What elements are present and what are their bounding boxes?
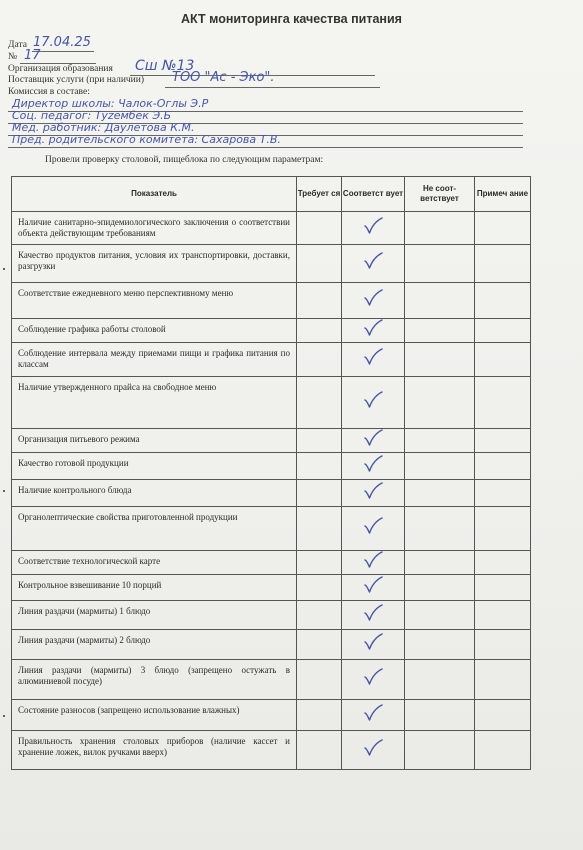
required-cell [297, 245, 342, 283]
org-value: Сш №13 [135, 58, 195, 74]
note-cell [475, 630, 531, 660]
indicator-cell: Организация питьевого режима [12, 429, 297, 453]
non-compliant-cell [405, 377, 475, 429]
supplier-underline [165, 87, 380, 88]
compliant-cell [342, 660, 405, 700]
checkmark-icon [362, 252, 384, 270]
note-cell [475, 212, 531, 245]
table-row [12, 480, 531, 507]
compliant-cell [342, 212, 405, 245]
checkmark-icon [362, 517, 384, 535]
required-cell [297, 551, 342, 575]
required-cell [297, 480, 342, 507]
note-cell [475, 377, 531, 429]
table-row [12, 731, 531, 770]
note-cell [475, 507, 531, 551]
compliant-cell [342, 700, 405, 731]
non-compliant-cell [405, 283, 475, 319]
commission-member: Директор школы: Чалок-Оглы Э.Р [12, 97, 209, 110]
indicator-cell: Линия раздачи (мармиты) 1 блюдо [12, 601, 297, 630]
date-label: Дата [8, 40, 27, 50]
note-cell [475, 453, 531, 480]
indicator-cell: Соответствие ежедневного меню перспективному меню [12, 283, 297, 319]
compliant-cell [342, 630, 405, 660]
table-row [12, 319, 531, 343]
compliant-cell [342, 480, 405, 507]
compliant-cell [342, 507, 405, 551]
indicator-cell: Соответствие технологической карте [12, 551, 297, 575]
checkmark-icon [362, 739, 384, 757]
table-row [12, 245, 531, 283]
parameters-table [11, 176, 531, 770]
required-cell [297, 575, 342, 601]
compliant-cell [342, 575, 405, 601]
non-compliant-cell [405, 343, 475, 377]
checkmark-icon [362, 319, 384, 337]
required-cell [297, 212, 342, 245]
non-compliant-cell [405, 660, 475, 700]
number-label: № [8, 52, 18, 62]
required-cell [297, 601, 342, 630]
required-cell [297, 507, 342, 551]
non-compliant-cell [405, 319, 475, 343]
commission-label: Комиссия в составе: [8, 87, 90, 97]
compliant-cell [342, 343, 405, 377]
non-compliant-cell [405, 212, 475, 245]
indicator-cell: Правильность хранения столовых приборов (наличие кассет и хранение ложек, вилок ручками вверх) [12, 731, 297, 770]
required-cell [297, 429, 342, 453]
compliant-cell [342, 453, 405, 480]
checkmark-icon [362, 482, 384, 500]
supplier-value: ТОО "Ас - Эко". [172, 70, 275, 85]
indicator-cell: Качество продуктов питания, условия их транспортировки, доставки, разгрузки [12, 245, 297, 283]
required-cell [297, 700, 342, 731]
non-compliant-cell [405, 480, 475, 507]
table-row [12, 507, 531, 551]
note-cell [475, 731, 531, 770]
column-header-required: Требует ся [297, 177, 342, 212]
table-row [12, 283, 531, 319]
note-cell [475, 429, 531, 453]
intro-text: Провели проверку столовой, пищеблока по следующим параметрам: [45, 155, 324, 165]
indicator-cell: Линия раздачи (мармиты) 3 блюдо (запрещено остужать в алюминиевой посуде) [12, 660, 297, 700]
number-value: 17 [24, 48, 41, 63]
compliant-cell [342, 551, 405, 575]
checkmark-icon [362, 429, 384, 447]
required-cell [297, 283, 342, 319]
indicator-cell: Соблюдение графика работы столовой [12, 319, 297, 343]
required-cell [297, 660, 342, 700]
table-row [12, 660, 531, 700]
required-cell [297, 453, 342, 480]
note-cell [475, 700, 531, 731]
indicator-cell: Наличие утвержденного прайса на свободное меню [12, 377, 297, 429]
required-cell [297, 343, 342, 377]
note-cell [475, 551, 531, 575]
non-compliant-cell [405, 575, 475, 601]
table-row [12, 551, 531, 575]
note-cell [475, 319, 531, 343]
non-compliant-cell [405, 700, 475, 731]
non-compliant-cell [405, 630, 475, 660]
non-compliant-cell [405, 507, 475, 551]
table-body [12, 212, 531, 770]
org-label: Организация образования [8, 64, 113, 74]
checkmark-icon [362, 604, 384, 622]
date-underline [32, 51, 94, 52]
non-compliant-cell [405, 245, 475, 283]
non-compliant-cell [405, 453, 475, 480]
note-cell [475, 245, 531, 283]
commission-member: Пред. родительского комитета: Сахарова Т.В. [12, 133, 281, 146]
note-cell [475, 660, 531, 700]
indicator-cell: Соблюдение интервала между приемами пищи и графика питания по классам [12, 343, 297, 377]
table-row [12, 453, 531, 480]
note-cell [475, 283, 531, 319]
table-row [12, 212, 531, 245]
compliant-cell [342, 377, 405, 429]
note-cell [475, 601, 531, 630]
table-row [12, 429, 531, 453]
table-row [12, 343, 531, 377]
table-row [12, 575, 531, 601]
binder-mark [3, 268, 5, 270]
checkmark-icon [362, 576, 384, 594]
indicator-cell: Наличие санитарно-эпидемиологического заключения о соответствии объекта действующим требованиям [12, 212, 297, 245]
commission-member: Мед. работник: Даулетова К.М. [12, 121, 195, 134]
note-cell [475, 480, 531, 507]
compliant-cell [342, 319, 405, 343]
commission-member: Соц. педагог: Туzембек Э.Б [12, 109, 172, 122]
checkmark-icon [362, 289, 384, 307]
note-cell [475, 575, 531, 601]
table-row [12, 630, 531, 660]
column-header-indicator: Показатель [12, 177, 297, 212]
compliant-cell [342, 245, 405, 283]
indicator-cell: Состояние разносов (запрещено использование влажных) [12, 700, 297, 731]
compliant-cell [342, 283, 405, 319]
supplier-label: Поставщик услуги (при наличии) [8, 75, 145, 85]
column-header-note: Примеч ание [475, 177, 531, 212]
required-cell [297, 319, 342, 343]
indicator-cell: Органолептические свойства приготовленной продукции [12, 507, 297, 551]
indicator-cell: Контрольное взвешивание 10 порций [12, 575, 297, 601]
compliant-cell [342, 731, 405, 770]
binder-mark [3, 715, 5, 717]
column-header-non-compliant: Не соот- ветствует [405, 177, 475, 212]
non-compliant-cell [405, 429, 475, 453]
checkmark-icon [362, 668, 384, 686]
checkmark-icon [362, 217, 384, 235]
checkmark-icon [362, 391, 384, 409]
required-cell [297, 630, 342, 660]
compliant-cell [342, 601, 405, 630]
non-compliant-cell [405, 731, 475, 770]
indicator-cell: Качество готовой продукции [12, 453, 297, 480]
document-title: АКТ мониторинга качества питания [181, 12, 402, 26]
non-compliant-cell [405, 551, 475, 575]
binder-mark [3, 490, 5, 492]
checkmark-icon [362, 551, 384, 569]
table-row [12, 377, 531, 429]
column-header-compliant: Соответст вует [342, 177, 405, 212]
table-row [12, 601, 531, 630]
note-cell [475, 343, 531, 377]
required-cell [297, 377, 342, 429]
commission-line [8, 147, 523, 148]
compliant-cell [342, 429, 405, 453]
checkmark-icon [362, 704, 384, 722]
indicator-cell: Линия раздачи (мармиты) 2 блюдо [12, 630, 297, 660]
checkmark-icon [362, 348, 384, 366]
indicator-cell: Наличие контрольного блюда [12, 480, 297, 507]
table-row [12, 700, 531, 731]
checkmark-icon [362, 633, 384, 651]
checkmark-icon [362, 455, 384, 473]
date-value: 17.04.25 [33, 35, 91, 50]
non-compliant-cell [405, 601, 475, 630]
required-cell [297, 731, 342, 770]
